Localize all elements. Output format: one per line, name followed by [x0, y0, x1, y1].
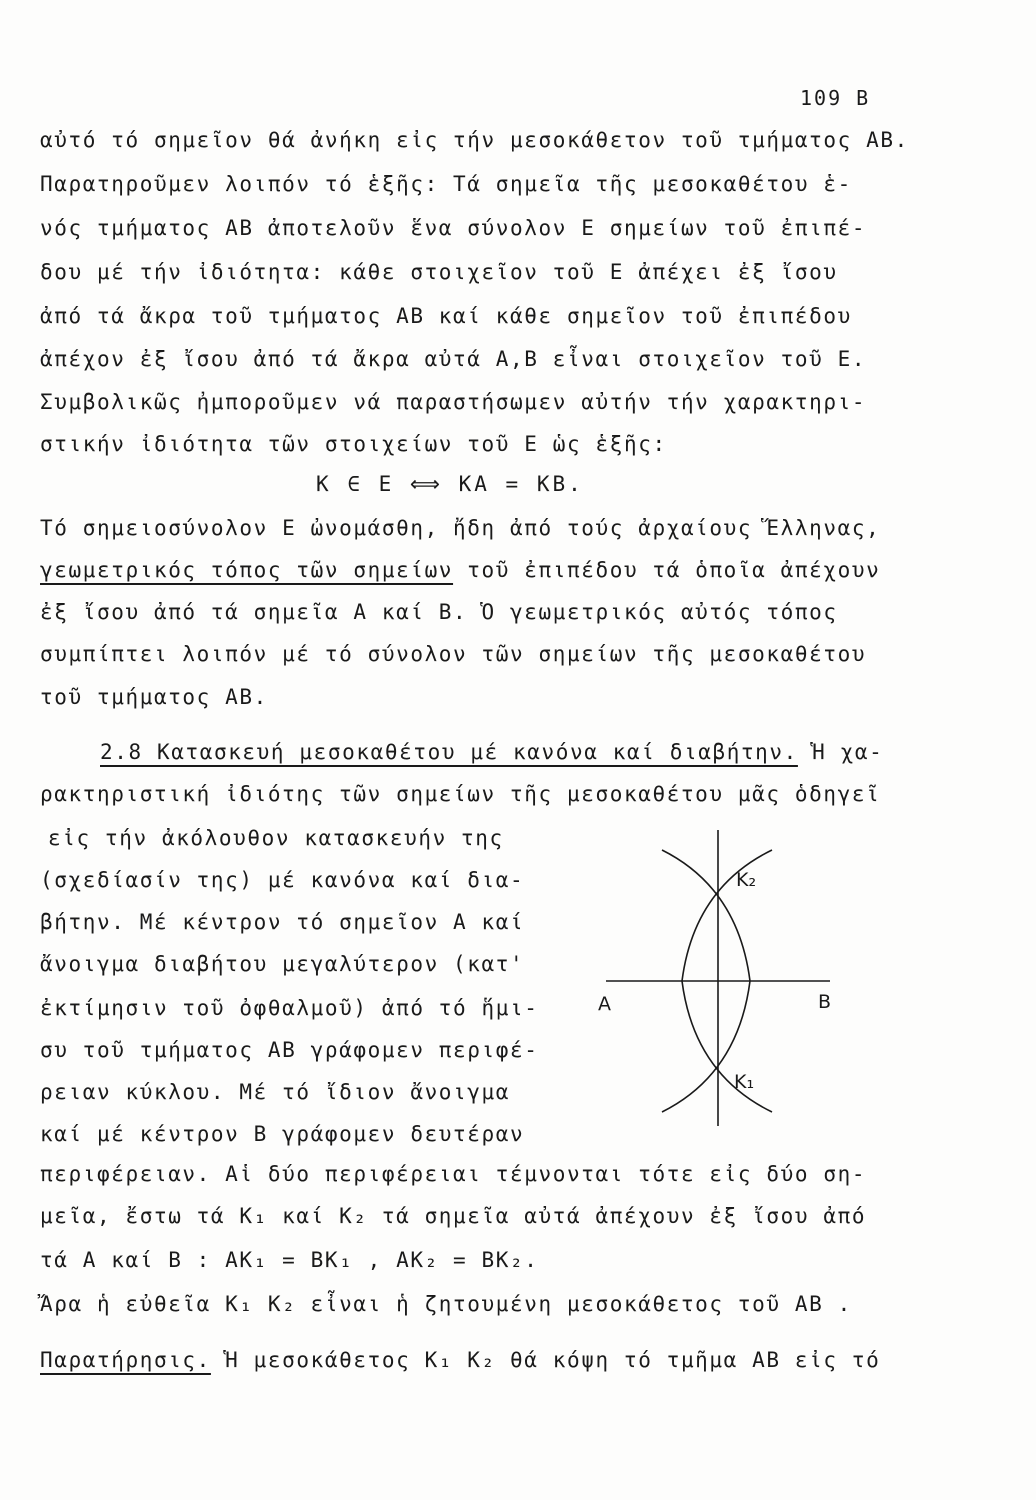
text-line: ἄνοιγμα διαβήτου μεγαλύτερον (κατ': [40, 952, 525, 976]
text-line: μεῖα, ἔστω τά Κ₁ καί Κ₂ τά σημεῖα αὐτά ἀπέχουν ἐξ ἴσου ἀπό: [40, 1204, 867, 1228]
text-line: Τό σημειοσύνολον Ε ὠνομάσθη, ἤδη ἀπό τούς ἀρχαίους Ἕλληνας,: [40, 516, 881, 540]
text-line: ἐκτίμησιν τοῦ ὀφθαλμοῦ) ἀπό τό ἥμι-: [40, 996, 539, 1020]
section-heading: 2.8 Κατασκευή μεσοκαθέτου μέ κανόνα καί διαβήτην.: [100, 740, 798, 764]
text-span: τοῦ ἐπιπέδου τά ὁποῖα ἀπέχουν: [453, 558, 881, 582]
text-line: συμπίπτει λοιπόν μέ τό σύνολον τῶν σημείων τῆς μεσοκαθέτου: [40, 642, 867, 666]
section-heading-line: [100, 738, 883, 766]
text-line: [40, 556, 880, 584]
text-line: ρειαν κύκλου. Μέ τό ἴδιον ἄνοιγμα: [40, 1080, 511, 1104]
text-line: ἐξ ἴσου ἀπό τά σημεῖα Α καί Β. Ὁ γεωμετρικός αὐτός τόπος: [40, 600, 838, 624]
text-line: δου μέ τήν ἰδιότητα: κάθε στοιχεῖον τοῦ Ε ἀπέχει ἐξ ἴσου: [40, 260, 838, 284]
page-number: 109 B: [800, 86, 871, 110]
text-line: [40, 1346, 880, 1374]
text-line: Συμβολικῶς ἠμποροῦμεν νά παραστήσωμεν αὐτήν τήν χαρακτηρι-: [40, 390, 867, 414]
remark-label: Παρατήρησις.: [40, 1348, 211, 1372]
text-line: Ἄρα ἡ εὐθεῖα Κ₁ Κ₂ εἶναι ἡ ζητουμένη μεσοκάθετος τοῦ ΑΒ .: [40, 1292, 852, 1316]
text-line: περιφέρειαν. Αἱ δύο περιφέρειαι τέμνονται τότε εἰς δύο ση-: [40, 1162, 867, 1186]
text-span: Ἡ χα-: [797, 740, 884, 764]
text-line: στικήν ἰδιότητα τῶν στοιχείων τοῦ Ε ὡς ἑξῆς:: [40, 432, 667, 456]
text-line: καί μέ κέντρον Β γράφομεν δευτέραν: [40, 1122, 525, 1146]
text-line: νός τμήματος ΑΒ ἀποτελοῦν ἕνα σύνολον Ε σημείων τοῦ ἐπιπέ-: [40, 216, 867, 240]
formula: Κ ∈ Ε ⟺ ΚΑ = ΚΒ.: [316, 472, 584, 496]
underlined-term: γεωμετρικός τόπος τῶν σημείων: [40, 558, 454, 582]
perpendicular-bisector-figure: [590, 828, 850, 1128]
label-a: Α: [598, 993, 611, 1015]
text-line: αὐτό τό σημεῖον θά ἀνήκη εἰς τήν μεσοκάθετον τοῦ τμήματος ΑΒ.: [40, 128, 909, 152]
text-line: ρακτηριστική ἰδιότης τῶν σημείων τῆς μεσοκαθέτου μᾶς ὁδηγεῖ: [40, 782, 881, 806]
text-span: Ἡ μεσοκάθετος Κ₁ Κ₂ θά κόψη τό τμῆμα ΑΒ εἰς τό: [210, 1348, 881, 1372]
text-line: τά Α καί Β : ΑΚ₁ = ΒΚ₁ , ΑΚ₂ = ΒΚ₂.: [40, 1248, 539, 1272]
text-line: (σχεδίασίν της) μέ κανόνα καί δια-: [40, 868, 525, 892]
label-k1: K₁: [734, 1071, 755, 1093]
text-line: Παρατηροῦμεν λοιπόν τό ἑξῆς: Τά σημεῖα τῆς μεσοκαθέτου ἑ-: [40, 172, 852, 196]
label-k2: K₂: [736, 869, 757, 891]
text-line: τοῦ τμήματος ΑΒ.: [40, 685, 268, 709]
text-line: ἀπέχον ἐξ ἴσου ἀπό τά ἄκρα αὐτά Α,Β εἶναι στοιχεῖον τοῦ Ε.: [40, 347, 867, 371]
text-line: εἰς τήν ἀκόλουθον κατασκευήν της: [48, 826, 504, 850]
text-line: συ τοῦ τμήματος ΑΒ γράφομεν περιφέ-: [40, 1038, 539, 1062]
label-b: Β: [818, 991, 832, 1013]
text-line: ἀπό τά ἄκρα τοῦ τμήματος ΑΒ καί κάθε σημεῖον τοῦ ἐπιπέδου: [40, 304, 852, 328]
text-line: βήτην. Μέ κέντρον τό σημεῖον Α καί: [40, 910, 525, 934]
